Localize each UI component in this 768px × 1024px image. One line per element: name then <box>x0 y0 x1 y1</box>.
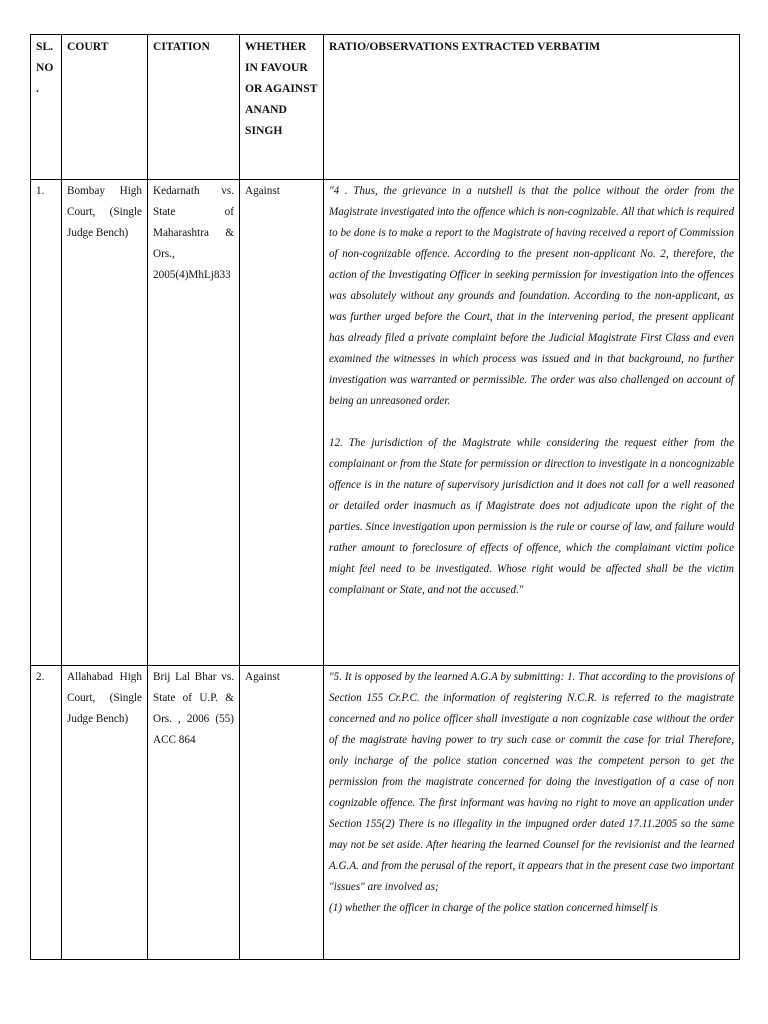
cell-sl-no: 2. <box>31 666 62 960</box>
cell-court: Bombay High Court, (Single Judge Bench) <box>62 180 148 666</box>
cell-stance: Against <box>240 666 324 960</box>
header-ratio: RATIO/OBSERVATIONS EXTRACTED VERBATIM <box>324 35 740 180</box>
ratio-paragraph: "5. It is opposed by the learned A.G.A by submitting: 1. That according to the provisions of Section 155 Cr.P.C. the information of registering N.C.R. is referred to the magistrate concerned and no police officer shall investigate a non cognizable case without the order of the magistrate having power to try such case or commit the case for trial Therefore, only incharge of the police station concerned was the competent person to get the permission from the magistrate concerned for doing the investigation of a case of non cognizable offence. The first informant was having no right to move an application under Section 155(2) There is no illegality in the impugned order dated 17.11.2005 so the same may not be set aside. After hearing the learned Counsel for the revisionist and the learned A.G.A. and from the perusal of the report, it appears that in the present case two important "issues" are involved as; <box>329 671 734 893</box>
cell-court: Allahabad High Court, (Single Judge Bench) <box>62 666 148 960</box>
ratio-paragraph: (1) whether the officer in charge of the police station concerned himself is <box>329 902 658 914</box>
cell-sl-no: 1. <box>31 180 62 666</box>
ratio-paragraph: "4 . Thus, the grievance in a nutshell is that the police without the order from the Magistrate investigated into the offence which is non-cognizable. All that which is required to be done is to make a report to the Magistrate of having received a report of Commission of non-cognizable offence. According to the present non-applicant No. 2, therefore, the action of the Investigating Officer in seeking permission for investigation into the offences was absolutely without any grounds and foundation. According to the non-applicant, as was further urged before the Court, that in the intervening period, the present applicant has already filed a private complaint before the Judicial Magistrate First Class and even examined the witnesses in which process was issued and in that background, no further investigation was warranted or permissible. The order was also challenged on account of being an unreasoned order. <box>329 185 734 407</box>
table-header-row <box>31 35 740 180</box>
document-page <box>30 34 740 960</box>
cell-ratio <box>324 666 740 960</box>
cell-stance: Against <box>240 180 324 666</box>
cell-citation: Brij Lal Bhar vs. State of U.P. & Ors. , 2006 (55) ACC 864 <box>148 666 240 960</box>
table-row <box>31 666 740 960</box>
paragraph-gap <box>329 412 734 433</box>
table-row <box>31 180 740 666</box>
header-court: COURT <box>62 35 148 180</box>
case-law-table <box>30 34 740 960</box>
cell-citation: Kedarnath vs. State of Maharashtra & Ors., 2005(4)MhLj833 <box>148 180 240 666</box>
ratio-paragraph: 12. The jurisdiction of the Magistrate while considering the request either from the complainant or from the State for permission or direction to investigate in a noncognizable offence is in the nature of supervisory jurisdiction and it does not call for a well reasoned or detailed order inasmuch as if Magistrate does not adjudicate upon the right of the parties. Since investigation upon permission is the rule or course of law, and failure would rather amount to foreclosure of effects of offence, which the complainant victim police might feel need to be investigated. Whose right would be affected shall be the victim complainant or State, and not the accused." <box>329 437 734 596</box>
header-citation: CITATION <box>148 35 240 180</box>
header-sl-no: SL. NO . <box>31 35 62 180</box>
header-stance: WHETHER IN FAVOUR OR AGAINST ANAND SINGH <box>240 35 324 180</box>
cell-ratio <box>324 180 740 666</box>
